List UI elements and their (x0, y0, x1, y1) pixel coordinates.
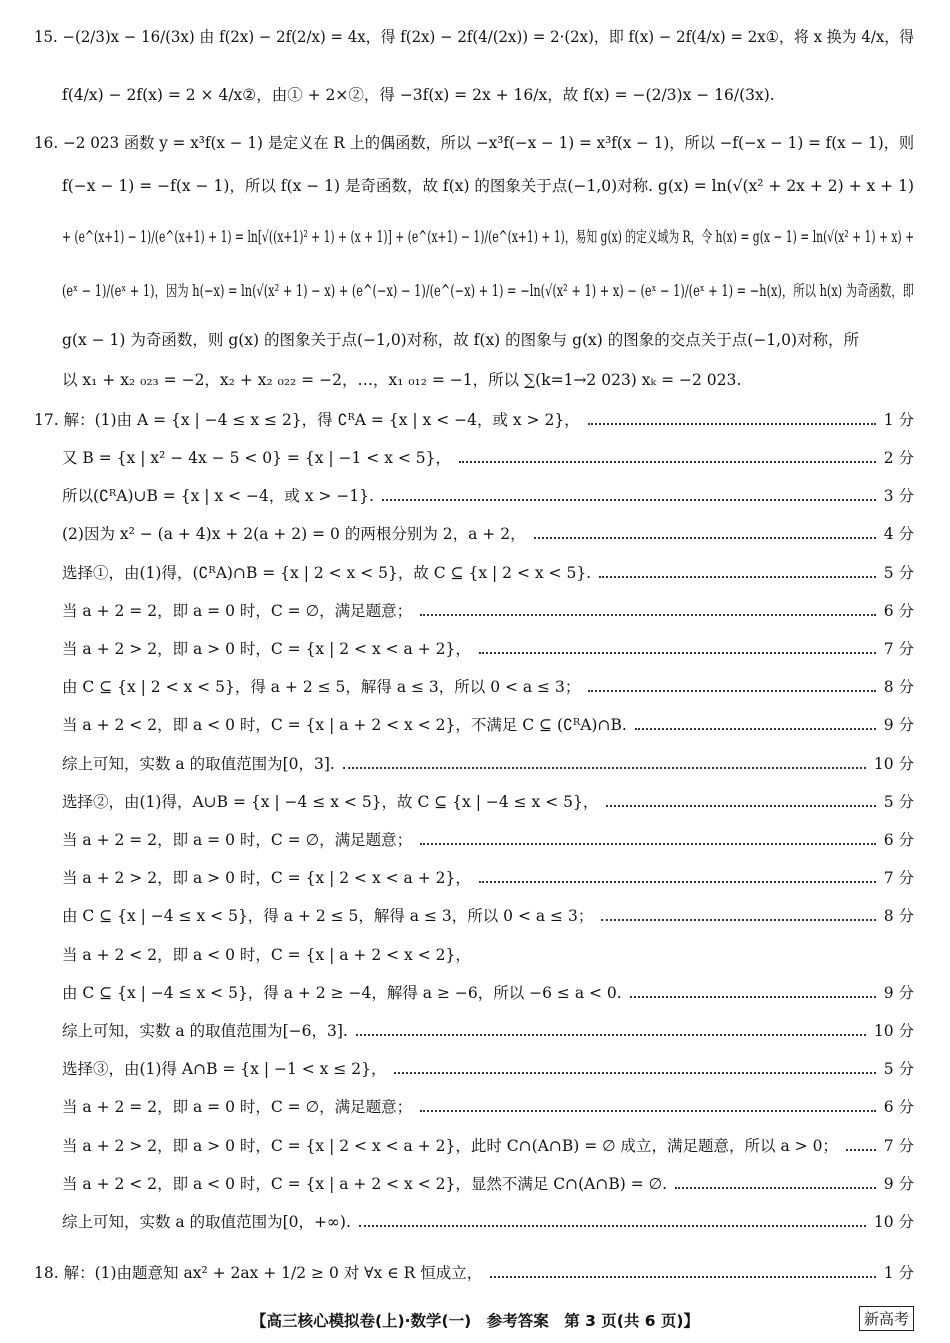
q17-intro-row (34, 409, 914, 431)
q16-line-2: f(−x − 1) = −f(x − 1)，所以 f(x − 1) 是奇函数，故 f(x) 的图象关于点(−1,0)对称. g(x) = ln(√(x² + 2x + 2) + x + 1) (62, 177, 915, 195)
q17-intro-text: 17. 解：(1)由 A = {x | −4 ≤ x ≤ 2}，得 ∁ᴿA = {x | x < −4，或 x > 2}， (34, 411, 580, 429)
step-text: 又 B = {x | x² − 4x − 5 < 0} = {x | −1 < x < 5}， (62, 449, 452, 467)
score-label: 4 分 (883, 525, 914, 543)
score-label: 5 分 (883, 564, 914, 582)
q17-step-row (62, 867, 914, 889)
score-label: 1 分 (883, 1264, 914, 1282)
step-text: 所以(∁ᴿA)∪B = {x | x < −4，或 x > −1}. (62, 487, 374, 505)
leader-dots (420, 1108, 876, 1112)
score-label: 6 分 (883, 602, 914, 620)
score-label: 10 分 (873, 1022, 914, 1040)
leader-dots (420, 841, 876, 845)
leader-dots (382, 497, 876, 501)
q17-step-row (62, 485, 914, 507)
leader-dots (675, 1185, 876, 1189)
leader-dots (599, 574, 876, 578)
step-text: 当 a + 2 = 2，即 a = 0 时，C = ∅，满足题意； (62, 831, 413, 849)
score-label: 8 分 (883, 907, 914, 925)
leader-dots (490, 1274, 875, 1278)
score-label: 7 分 (883, 640, 914, 658)
q15-line-2: f(4/x) − 2f(x) = 2 × 4/x②，由① + 2×②，得 −3f(x) = 2x + 16/x，故 f(x) = −(2/3)x − 16/(3x). (62, 86, 775, 104)
leader-dots (356, 1032, 866, 1036)
q17-step-row (62, 982, 914, 1004)
q17-step-row (62, 447, 914, 469)
score-label: 5 分 (883, 1060, 914, 1078)
step-text: 当 a + 2 < 2，即 a < 0 时，C = {x | a + 2 < x < 2}， (62, 946, 471, 964)
leader-dots (630, 994, 876, 998)
score-label: 2 分 (883, 449, 914, 467)
step-text: 当 a + 2 > 2，即 a > 0 时，C = {x | 2 < x < a + 2}， (62, 640, 471, 658)
step-text: 由 C ⊆ {x | 2 < x < 5}，得 a + 2 ≤ 5，解得 a ≤ 3，所以 0 < a ≤ 3； (62, 678, 581, 696)
q17-step-row (62, 1173, 914, 1195)
leader-dots (588, 421, 876, 425)
q17-step-row (62, 676, 914, 698)
leader-dots (601, 917, 875, 921)
step-text: 由 C ⊆ {x | −4 ≤ x < 5}，得 a + 2 ≤ 5，解得 a ≤ 3，所以 0 < a ≤ 3； (62, 907, 594, 925)
step-text: 当 a + 2 = 2，即 a = 0 时，C = ∅，满足题意； (62, 1098, 413, 1116)
score-label: 9 分 (883, 1175, 914, 1193)
q18-text: 18. 解：(1)由题意知 ax² + 2ax + 1/2 ≥ 0 对 ∀x ∈ R 恒成立， (34, 1264, 483, 1282)
score-label: 10 分 (873, 755, 914, 773)
q17-step-row (62, 905, 914, 927)
leader-dots (394, 1070, 875, 1074)
q17-step-row (62, 523, 914, 545)
q17-step-row (62, 1096, 914, 1118)
leader-dots (479, 650, 876, 654)
step-text: (2)因为 x² − (a + 4)x + 2(a + 2) = 0 的两根分别为 2，a + 2， (62, 525, 526, 543)
q17-step-row (62, 829, 914, 851)
step-text: 综上可知，实数 a 的取值范围为[0，+∞). (62, 1213, 351, 1231)
q16-line-3: + (e^(x+1) − 1)/(e^(x+1) + 1) = ln[√((x+1)² + 1) + (x + 1)] + (e^(x+1) − 1)/(e^(x+1) + 1)，易知 g(x) 的定义域为 R，令 h(x) = g(x − 1) = ln(√(x² + 1) + x) + (62, 228, 915, 246)
score-label: 6 分 (883, 1098, 914, 1116)
step-text: 当 a + 2 = 2，即 a = 0 时，C = ∅，满足题意； (62, 602, 413, 620)
step-text: 当 a + 2 < 2，即 a < 0 时，C = {x | a + 2 < x < 2}，不满足 C ⊆ (∁ᴿA)∩B. (62, 716, 627, 734)
score-label: 6 分 (883, 831, 914, 849)
q16-line-4: (eˣ − 1)/(eˣ + 1)，因为 h(−x) = ln(√(x² + 1) − x) + (e^(−x) − 1)/(e^(−x) + 1) = −ln(√(x² + 1) + x) − (eˣ − 1)/(eˣ + 1) = −h(x)，所以 h(x) 为奇函数，即 (62, 282, 914, 300)
step-text: 选择②，由(1)得，A∪B = {x | −4 ≤ x < 5}，故 C ⊆ {x | −4 ≤ x < 5}， (62, 793, 599, 811)
score-label: 9 分 (883, 984, 914, 1002)
leader-dots (588, 688, 875, 692)
leader-dots (459, 459, 876, 463)
leader-dots (846, 1147, 876, 1151)
q17-step-row (62, 600, 914, 622)
q17-step-row (62, 714, 914, 736)
leader-dots (534, 535, 876, 539)
q17-step-row (62, 638, 914, 660)
q17-step-row (62, 562, 914, 584)
step-text: 综上可知，实数 a 的取值范围为[−6，3]. (62, 1022, 348, 1040)
step-text: 选择①，由(1)得，(∁ᴿA)∩B = {x | 2 < x < 5}，故 C ⊆ {x | 2 < x < 5}. (62, 564, 592, 582)
step-text: 选择③，由(1)得 A∩B = {x | −1 < x ≤ 2}， (62, 1060, 387, 1078)
score-label: 8 分 (883, 678, 914, 696)
step-text: 当 a + 2 > 2，即 a > 0 时，C = {x | 2 < x < a + 2}，此时 C∩(A∩B) = ∅ 成立，满足题意，所以 a > 0； (62, 1137, 838, 1155)
score-label: 5 分 (883, 793, 914, 811)
leader-dots (606, 803, 875, 807)
page-footer: 【高三核心模拟卷(上)·数学(一) 参考答案 第 3 页(共 6 页)】 (250, 1312, 700, 1330)
q16-line-6: 以 x₁ + x₂ ₀₂₃ = −2，x₂ + x₂ ₀₂₂ = −2，…，x₁ ₀₁₂ = −1，所以 ∑(k=1→2 023) xₖ = −2 023. (62, 371, 742, 389)
score-label: 10 分 (873, 1213, 914, 1231)
step-text: 由 C ⊆ {x | −4 ≤ x < 5}，得 a + 2 ≥ −4，解得 a ≥ −6，所以 −6 ≤ a < 0. (62, 984, 622, 1002)
q17-step-row (62, 791, 914, 813)
q15-line-1: 15. −(2/3)x − 16/(3x) 由 f(2x) − 2f(2/x) = 4x，得 f(2x) − 2f(4/(2x)) = 2·(2x)，即 f(x) − 2f(4/x) = 2x①，将 x 换为 4/x，得 (34, 28, 915, 46)
leader-dots (420, 612, 876, 616)
step-text: 当 a + 2 < 2，即 a < 0 时，C = {x | a + 2 < x < 2}，显然不满足 C∩(A∩B) = ∅. (62, 1175, 668, 1193)
q17-step-row (62, 1135, 914, 1157)
q18-row (34, 1262, 914, 1284)
score-label: 9 分 (883, 716, 914, 734)
leader-dots (479, 879, 876, 883)
q17-step-row (62, 753, 914, 775)
leader-dots (359, 1223, 866, 1227)
q17-step-row (62, 944, 914, 966)
edition-badge: 新高考 (859, 1306, 914, 1331)
q16-line-1: 16. −2 023 函数 y = x³f(x − 1) 是定义在 R 上的偶函数，所以 −x³f(−x − 1) = x³f(x − 1)，所以 −f(−x − 1) = f(x − 1)，则 (34, 134, 915, 152)
score-label: 3 分 (883, 487, 914, 505)
score-label: 1 分 (883, 411, 914, 429)
leader-dots (635, 726, 876, 730)
step-text: 综上可知，实数 a 的取值范围为[0，3]. (62, 755, 335, 773)
leader-dots (343, 765, 866, 769)
step-text: 当 a + 2 > 2，即 a > 0 时，C = {x | 2 < x < a + 2}， (62, 869, 471, 887)
q16-line-5: g(x − 1) 为奇函数，则 g(x) 的图象关于点(−1,0)对称，故 f(x) 的图象与 g(x) 的图象的交点关于点(−1,0)对称，所 (62, 331, 860, 349)
q17-step-row (62, 1020, 914, 1042)
score-label: 7 分 (883, 1137, 914, 1155)
q17-step-row (62, 1211, 914, 1233)
q17-step-row (62, 1058, 914, 1080)
score-label: 7 分 (883, 869, 914, 887)
